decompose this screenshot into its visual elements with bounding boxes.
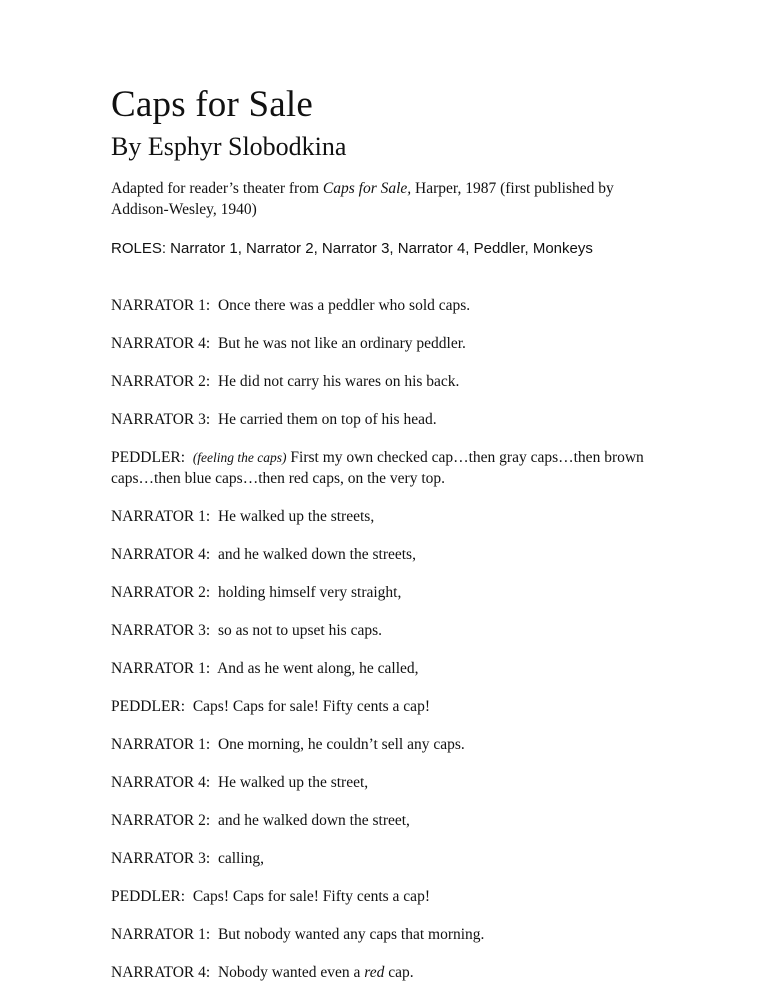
- speaker: NARRATOR 1:: [111, 508, 211, 525]
- speaker: NARRATOR 3:: [111, 850, 211, 867]
- script-line: [111, 924, 668, 945]
- script-line: [111, 371, 668, 392]
- speaker: NARRATOR 2:: [111, 373, 211, 390]
- speaker: NARRATOR 1:: [111, 926, 211, 943]
- speaker: NARRATOR 4:: [111, 964, 211, 981]
- script-line: [111, 506, 668, 527]
- roles-list: ROLES: Narrator 1, Narrator 2, Narrator 3, Narrator 4, Peddler, Monkeys: [111, 240, 593, 257]
- line-text: calling,: [217, 850, 265, 867]
- author-line: By Esphyr Slobodkina: [111, 132, 347, 161]
- script-line: [111, 696, 668, 717]
- line-text: Caps! Caps for sale! Fifty cents a cap!: [192, 888, 430, 905]
- line-text: He carried them on top of his head.: [217, 411, 437, 428]
- line-text: Once there was a peddler who sold caps.: [217, 297, 471, 314]
- script-line: [111, 848, 668, 869]
- adaptation-prefix: Adapted for reader’s theater from: [111, 180, 323, 197]
- speaker: NARRATOR 1:: [111, 736, 211, 753]
- script-line: [111, 295, 668, 316]
- speaker: NARRATOR 4:: [111, 774, 211, 791]
- line-text: He did not carry his wares on his back.: [217, 373, 460, 390]
- line-text: Nobody wanted even a: [217, 964, 365, 981]
- adaptation-note: [111, 178, 668, 220]
- line-text: so as not to upset his caps.: [217, 622, 382, 639]
- speaker: PEDDLER:: [111, 888, 186, 905]
- line-text: holding himself very straight,: [217, 584, 402, 601]
- line-text: But nobody wanted any caps that morning.: [217, 926, 485, 943]
- speaker: PEDDLER:: [111, 698, 186, 715]
- speaker: NARRATOR 1:: [111, 297, 211, 314]
- speaker: NARRATOR 4:: [111, 546, 211, 563]
- script-line: [111, 962, 668, 983]
- line-text: One morning, he couldn’t sell any caps.: [217, 736, 465, 753]
- script-line: [111, 734, 668, 755]
- book-title: Caps for Sale,: [322, 180, 412, 197]
- script-line: [111, 333, 668, 354]
- script-line: [111, 772, 668, 793]
- script-line: [111, 620, 668, 641]
- script-line: [111, 886, 668, 907]
- line-text: and he walked down the streets,: [217, 546, 416, 563]
- speaker: NARRATOR 2:: [111, 584, 211, 601]
- script-line: [111, 544, 668, 565]
- adaptation-suffix: Harper, 1987 (first published by Addison-Wesley, 1940): [111, 180, 614, 218]
- line-text-after: cap.: [384, 964, 414, 981]
- line-text: and he walked down the street,: [217, 812, 410, 829]
- emphasized-word: red: [364, 964, 385, 981]
- line-text: Caps! Caps for sale! Fifty cents a cap!: [192, 698, 430, 715]
- speaker: NARRATOR 1:: [111, 660, 211, 677]
- speaker: PEDDLER:: [111, 449, 186, 466]
- line-text: And as he went along, he called,: [217, 660, 419, 677]
- script-line: [111, 810, 668, 831]
- script-lines: [111, 295, 668, 983]
- document-title: Caps for Sale: [111, 84, 313, 125]
- speaker: NARRATOR 3:: [111, 411, 211, 428]
- speaker: NARRATOR 4:: [111, 335, 211, 352]
- speaker: NARRATOR 3:: [111, 622, 211, 639]
- script-line: [111, 658, 668, 679]
- speaker: NARRATOR 2:: [111, 812, 211, 829]
- script-line: [111, 582, 668, 603]
- stage-direction: (feeling the caps): [192, 450, 287, 465]
- line-text: First my own checked cap…then gray caps…then brown caps…then blue caps…then red caps, on the very top.: [111, 449, 644, 487]
- line-text: But he was not like an ordinary peddler.: [217, 335, 466, 352]
- line-text: He walked up the street,: [217, 774, 369, 791]
- line-text: He walked up the streets,: [217, 508, 375, 525]
- script-line: [111, 447, 668, 489]
- script-line: [111, 409, 668, 430]
